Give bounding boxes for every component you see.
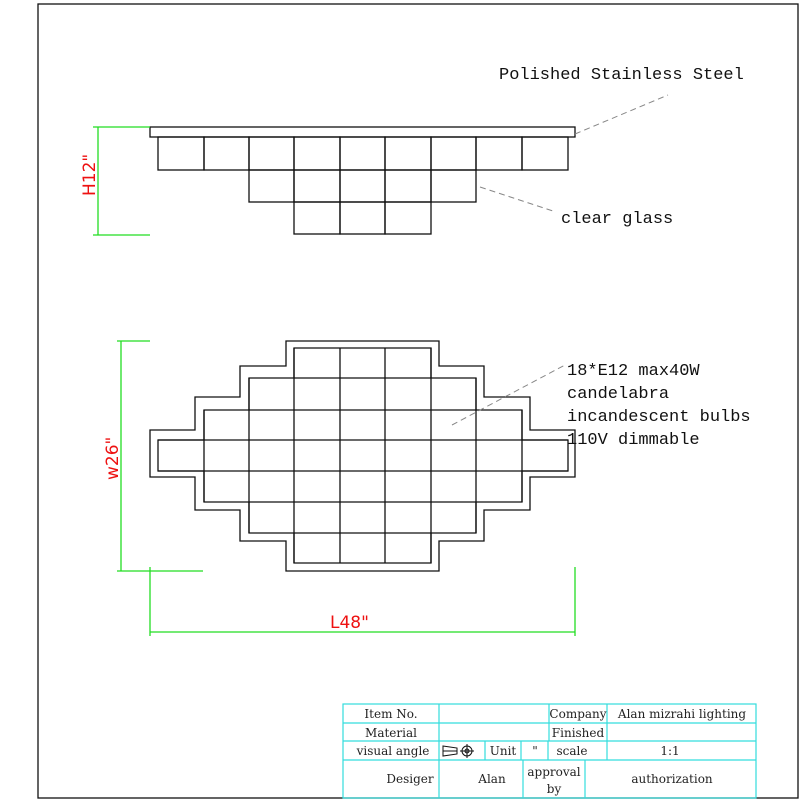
bulbs-label-3: incandescent bulbs [567,408,751,427]
designer-value: Alan [478,772,506,786]
company-value: Alan mizrahi lighting [617,707,747,721]
glass-row-3 [294,202,431,234]
height-label: H12" [80,153,100,196]
scale-value: 1:1 [660,744,680,758]
canopy-plate [150,127,575,137]
width-dimension [117,341,203,571]
glass-row-2 [249,170,476,202]
unit-label: Unit [489,744,517,758]
company-label: Company [549,707,607,721]
length-label: L48" [330,613,369,633]
authorization-label: authorization [631,772,713,786]
inner-outline [158,348,568,563]
steel-label: Polished Stainless Steel [499,66,744,85]
height-dimension [93,127,150,235]
bulbs-label-2: candelabra [567,385,670,404]
projection-symbol-icon [443,744,474,758]
scale-label: scale [556,744,588,758]
finished-label: Finished [551,726,605,740]
bulbs-label-4: 110V dimmable [567,431,700,450]
material-label: Material [365,726,417,740]
drawing-frame [38,4,798,798]
width-label: w26" [103,436,123,480]
visual-angle-label: visual angle [356,744,430,758]
bulbs-leader [452,365,565,425]
top-view [150,341,575,571]
approval-label-1: approval [527,765,581,779]
approval-label-2: by [546,782,562,796]
steel-leader [575,95,668,134]
glass-row-1 [158,137,568,170]
side-view [150,127,575,234]
designer-label: Desiger [386,772,434,786]
outer-outline [150,341,575,571]
glass-leader [480,187,556,212]
unit-value: " [532,744,538,758]
glass-label: clear glass [561,210,674,229]
bulbs-label-1: 18*E12 max40W [567,362,700,381]
item-no-label: Item No. [364,707,418,721]
